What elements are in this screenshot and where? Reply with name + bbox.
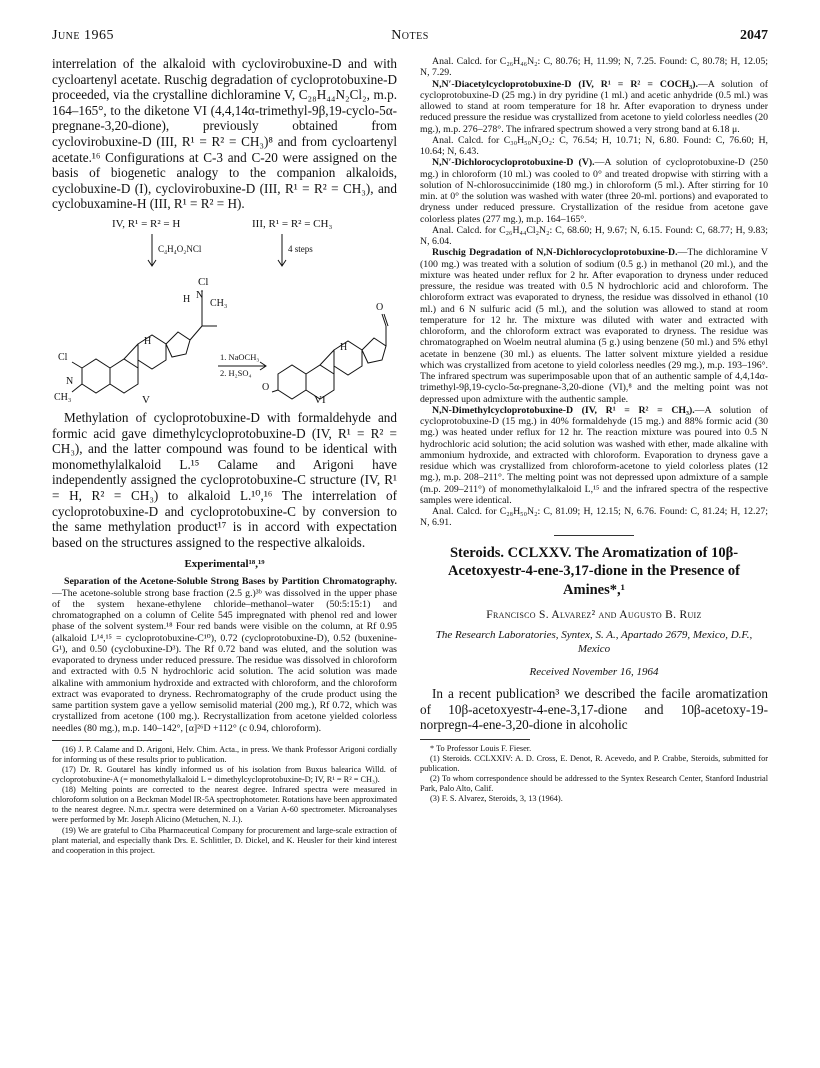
diacetyl-heading: N,N′-Diacetylcycloprotobuxine-D (IV, R¹ = R² = COCH₃). bbox=[432, 78, 698, 90]
analysis-1: Anal. Calcd. for C₂₆H₄₆N₂: C, 80.76; H, 11.99; N, 7.25. Found: C, 80.78; H, 12.05; N, 7.29. bbox=[420, 56, 768, 79]
reagent-steps: 4 steps bbox=[288, 243, 313, 254]
paragraph-methylation: Methylation of cycloprotobuxine-D with formaldehyde and formic acid gave dimethylcycloprotobuxine-D (IV, R¹ = R² = CH₃), and the latter compound was found to be identical with monomethylalkaloid L.¹⁵ Calame and Arigoni have independently assigned the cycloprotobuxine-C structure (IV, R¹ = H, R² = CH₃) to alkaloid L.¹⁰,¹⁶ The interrelation of cycloprotobuxine-D and cycloprotobuxine-C by conversion to the same methylation product¹⁷ is in accord with expectation based on the structures assigned to the respective alkaloids. bbox=[52, 409, 397, 550]
article-authors: Francisco S. Alvarez² and Augusto B. Ruiz bbox=[486, 609, 702, 621]
label-compound-v: V bbox=[142, 393, 150, 406]
footnote-3: (3) F. S. Alvarez, Steroids, 3, 13 (1964). bbox=[430, 794, 563, 804]
condition-h2so4: 2. H₂SO₄ bbox=[220, 367, 252, 378]
atom-h-vi: H bbox=[340, 341, 348, 353]
right-column bbox=[420, 56, 768, 1046]
ruschig-body: —The dichloramine V (100 mg.) was treated with a solution of sodium (0.5 g.) in methanol (20 ml.), and the mixture was heated under reflux for 2 hr. After evaporation to dryness under reduced pressure, the residue was treated with 0.5 N hydrochloric acid and chloroform. The chloroform extract was evaporated to dryness, the residue was dissolved in ethanol (10 ml.) and 6 N sulfuric acid (5 ml.), and the solution was allowed to stand at room temperature for 12 hr. The mixture was diluted with water and extracted with chloroform, and the chloroform extract was evaporated to dryness. The residue was chromatographed on Woelm neutral alumina (5 g.) using benzene (50 ml.) and 5% ethyl acetate in benzene (30 ml.) as eluents. The latter solvent mixture yielded a residue which was crystallized from acetone to yield colorless needles (29 mg.), m.p. 193–196°. The infrared spectrum was superimposable upon that of an authentic sample of 4,4,14α-trimethyl-9β,19-cyclo-5α-pregnane-3,20-dione (VI),⁸ and the melting point was not depressed upon admixture with the authentic sample. bbox=[420, 247, 768, 405]
article-title: Steroids. CCLXXV. The Aromatization of 10β-Acetoxyestr-4-ene-3,17-dione in the Presence of Amines*,¹ bbox=[448, 544, 740, 598]
experimental-heading: Experimental¹⁸,¹⁹ bbox=[184, 558, 265, 571]
diacetyl-body: —A solution of cycloprotobuxine-D (25 mg.) in dry pyridine (1 ml.) and acetic anhydride (0.5 ml.) was allowed to stand at room temperature for 18 hr. After evaporation to dryness under reduced pressure the residue was crystallized from acetone to yield colorless needles (20 mg.), m.p. 276–278°. The infrared spectrum showed a very strong band at 6.18 μ. bbox=[420, 78, 768, 135]
footnote-dedication: * To Professor Louis F. Fieser. bbox=[430, 743, 532, 753]
page-number: 2047 bbox=[740, 28, 768, 43]
journal-section: Notes bbox=[391, 28, 429, 43]
separation-body: —The acetone-soluble strong base fraction (2.5 g.)³ᵇ was dissolved in the upper phase of the system hexane-ethylene chloride–methanol–water (50:5:15:1) and chromatographed on a column of Celite 545 impregnated with phenol red and lower phase of the solvent system.¹⁸ Four red bands were visible on the column, at Rf 0.95 (alkaloid L¹⁴,¹⁵ = cycloprotobuxine-C¹⁰), 0.72 (cycloprotobuxine-D), 0.52 (buxenine-G¹), and 0.50 (cyclobuxine-D³). The Rf 0.72 band was eluted, and the solution was evaporated to dryness under reduced pressure. The residue was dissolved in chloroform and extracted with 0.5 N hydrochloric acid solution. The acid solution was made alkaline with ammonium hydroxide and extracted with chloroform, and the chloroform extract was evaporated to dryness. Rechromatography of the crude product using the same partition system gave a yellow semisolid material (200 mg.), Rf 0.72, which was crystallized from acetone (100 mg.). Recrystallization from acetone yielded colorless needles (80 mg.), m.p. 140–142°, [α]²⁶D +112° (c 0.94, chloroform). bbox=[52, 587, 397, 734]
paragraph-separation bbox=[52, 576, 397, 734]
atom-o-vi-top: O bbox=[376, 301, 384, 313]
paragraph-dichloro bbox=[420, 157, 768, 225]
footnote-16: (16) J. P. Calame and D. Arigoni, Helv. Chim. Acta., in press. We thank Professor Arigoni cordially for informing us of these results prior to publication. bbox=[52, 744, 397, 764]
atom-o-vi: O bbox=[262, 381, 270, 393]
atom-ch3-left: CH₃ bbox=[54, 391, 72, 403]
footnote-rule bbox=[52, 740, 162, 741]
analysis-4: Anal. Calcd. for C₂₈H₅₀N₂: C, 81.09; H, 12.15; N, 6.76. Found: C, 81.24; H, 12.27; N, 6.91. bbox=[420, 506, 768, 529]
dichloro-heading: N,N′-Dichlorocycloprotobuxine-D (V). bbox=[432, 157, 595, 169]
article-separator bbox=[554, 535, 634, 536]
atom-h-v: H bbox=[144, 335, 152, 347]
paragraph-ruschig bbox=[420, 247, 768, 405]
ruschig-heading: Ruschig Degradation of N,N-Dichlorocycloprotobuxine-D. bbox=[432, 247, 678, 259]
paragraph-interrelation: interrelation of the alkaloid with cyclovirobuxine-D and with cycloartenyl acetate. Ruschig degradation of cycloprotobuxine-D proceeded, via the crystalline dichloramine V, C₂₈H₄₄N₂Cl₂, m.p. 164–165°, to the diketone VI (4,4,14α-trimethyl-9β,19-cyclo-5α-pregnane-3,20-dione), previously obtained from cyclovirobuxine-D (III, R¹ = R² = CH₃)⁸ and from cycloartenyl acetate.¹⁶ Configurations at C-3 and C-20 were assigned on the basis of biogenetic analogy to the companion alkaloids, cyclobuxine-D (I), cyclovirobuxine-D (III, R¹ = R² = CH₃), and cyclobuxamine-H (III, R¹ = R² = H). bbox=[52, 56, 397, 212]
footnote-19: (19) We are grateful to Ciba Pharmaceutical Company for procurement and large-scale extraction of plant material, and especially thank Drs. E. Schlittler, D. Dickel, and K. Heusler for their kind interest and cooperation in this project. bbox=[52, 825, 397, 855]
label-compound-iv: IV, R¹ = R² = H bbox=[112, 217, 181, 230]
reagent-ncs: C₄H₄O₂NCl bbox=[158, 243, 202, 254]
paragraph-dimethyl bbox=[420, 405, 768, 506]
separation-heading: Separation of the Acetone-Soluble Strong Bases by Partition Chromatography. bbox=[64, 576, 397, 588]
issue-date: June 1965 bbox=[52, 28, 114, 43]
paragraph-intro: In a recent publication³ we described the facile aromatization of 10β-acetoxyestr-4-ene-3,17-dione and 10β-acetoxy-19-norpregn-4-ene-3,20-dione in alcoholic bbox=[420, 686, 768, 733]
atom-ch3-top: CH₃ bbox=[210, 297, 228, 309]
paragraph-diacetyl bbox=[420, 79, 768, 135]
dimethyl-body: —A solution of cycloprotobuxine-D (15 mg.) in 40% formaldehyde (15 mg.) and 88% formic acid (30 mg.) was heated under reflux for 12 hr. The reaction mixture was poured into 0.5 N hydrochloric acid solution; the acid solution was washed with ether, made alkaline with ammonium hydroxide, and extracted with chloroform. Evaporation to dryness gave a residue which was crystallized from chloroform-acetone to yield colorless plates (12 mg.), m.p. 208–211°. The melting point was not depressed upon admixture of a sample (m.p. 209–211°) of monomethylalkaloid L,¹⁵ and the infrared spectra of the respective samples were identical. bbox=[420, 404, 768, 506]
dimethyl-heading: N,N-Dimethylcycloprotobuxine-D (IV, R¹ = R² = CH₃). bbox=[432, 404, 695, 416]
received-date: Received November 16, 1964 bbox=[529, 666, 659, 678]
condition-naoch3: 1. NaOCH₃ bbox=[220, 351, 260, 362]
footnote-rule-right bbox=[420, 739, 530, 740]
atom-h-top: H bbox=[183, 293, 191, 305]
atom-n-left: N bbox=[66, 375, 74, 387]
atom-cl-left: Cl bbox=[58, 351, 68, 363]
atom-cl-top: Cl bbox=[198, 275, 209, 288]
label-compound-vi: VI bbox=[314, 393, 326, 406]
reaction-scheme bbox=[52, 216, 397, 406]
footnote-18: (18) Melting points are corrected to the nearest degree. Infrared spectra were measured in chloroform solution on a Beckman Model IR-5A spectrophotometer. Rotations have been approximated to the nearest degree. N.m.r. spectra were determined on a Varian A-60 spectrometer. Microanalyses were performed by Mr. Joseph Alicino (Metuchen, N. J.). bbox=[52, 785, 397, 825]
left-column bbox=[52, 56, 397, 1046]
atom-n-top: N bbox=[196, 289, 204, 301]
analysis-2: Anal. Calcd. for C₃₀H₅₀N₂O₂: C, 76.54; H, 10.71; N, 6.80. Found: C, 76.60; H, 10.64; N, 6.43. bbox=[420, 134, 768, 157]
footnote-2: (2) To whom correspondence should be addressed to the Syntex Research Center, Stanford Industrial Park, Palo Alto, Calif. bbox=[420, 774, 768, 794]
article-affiliation: The Research Laboratories, Syntex, S. A., Apartado 2679, Mexico, D.F., Mexico bbox=[435, 629, 753, 655]
dichloro-body: —A solution of cycloprotobuxine-D (250 mg.) in chloroform (10 ml.) was cooled to 0° and treated dropwise with stirring with a solution of N-chlorosuccinimide (180 mg.) in chloroform (5 ml.). After stirring for 10 min. at 0° the solution was washed with water (three 20-ml. portions) and evaporated to dryness under reduced pressure. Crystallization of the residue from acetone gave colorless plates (277 mg.), m.p. 164–165°. bbox=[420, 157, 768, 225]
footnote-1: (1) Steroids. CCLXXIV: A. D. Cross, E. Denot, R. Acevedo, and P. Crabbe, Steroids, submitted for publication. bbox=[420, 753, 768, 773]
analysis-3: Anal. Calcd. for C₂₆H₄₄Cl₂N₂: C, 68.60; H, 9.67; N, 6.15. Found: C, 68.77; H, 9.83; N, 6.04. bbox=[420, 224, 768, 247]
label-compound-iii: III, R¹ = R² = CH₃ bbox=[252, 217, 333, 230]
footnote-17: (17) Dr. R. Goutarel has kindly informed us of his isolation from Buxus balearica Willd. of cycloprotobuxine-A (= monomethylalkaloid L = dimethylcycloprotobuxine-D; IV, R¹ = R² = CH₃). bbox=[52, 764, 397, 785]
page-header bbox=[52, 28, 768, 48]
